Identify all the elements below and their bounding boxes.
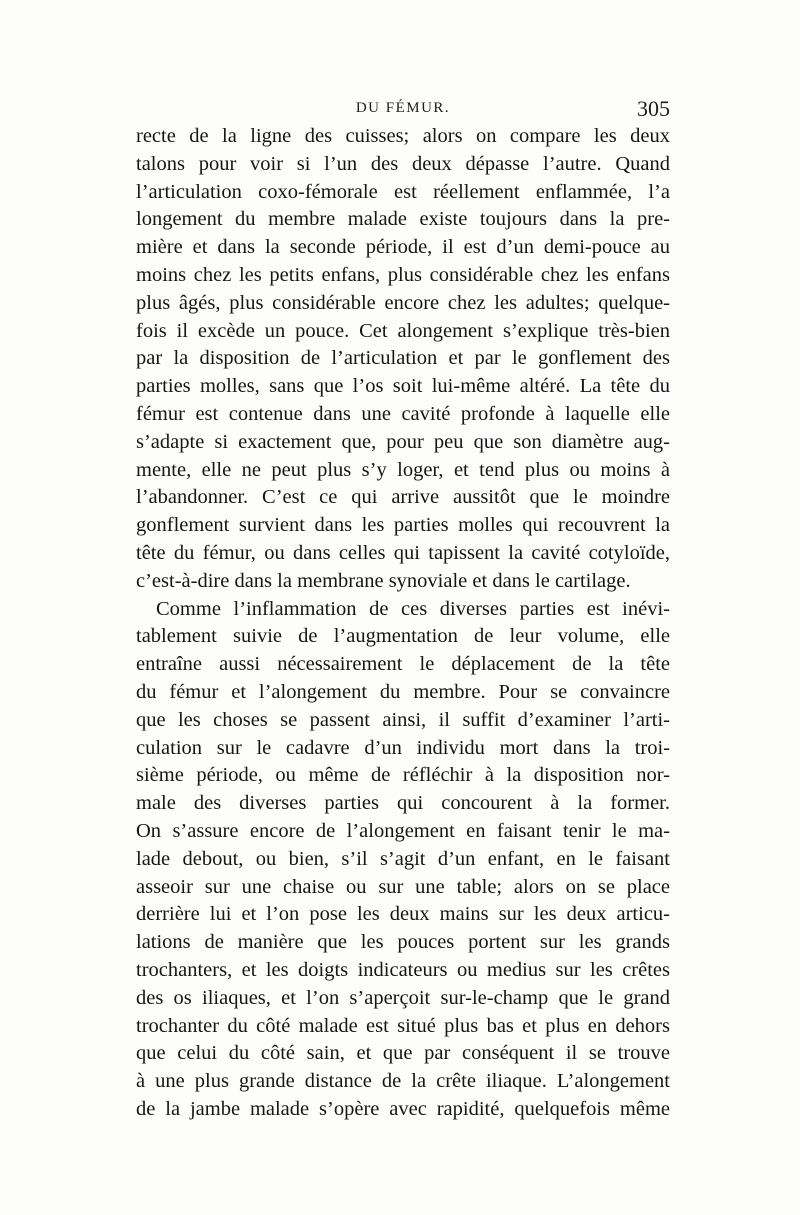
- text-line: entraîne aussi nécessairement le déplacement de la tête: [136, 653, 670, 676]
- text-line: l’abandonner. C’est ce qui arrive aussitôt que le moindre: [136, 486, 670, 509]
- text-line: trochanters, et les doigts indicateurs ou medius sur les crêtes: [136, 958, 670, 981]
- text-line: mente, elle ne peut plus s’y loger, et tend plus ou moins à: [136, 458, 670, 481]
- paragraph-1: [136, 123, 670, 596]
- text-line: lations de manière que les pouces portent sur les grands: [136, 931, 670, 954]
- text-line: du fémur et l’alongement du membre. Pour se convaincre: [136, 680, 670, 703]
- text-line: fémur est contenue dans une cavité profonde à laquelle elle: [136, 402, 670, 425]
- text-line: asseoir sur une chaise ou sur une table; alors on se place: [136, 875, 670, 898]
- text-line: derrière lui et l’on pose les deux mains sur les deux articu-: [136, 903, 670, 926]
- text-line: par la disposition de l’articulation et par le gonflement des: [136, 347, 670, 370]
- text-line: fois il excède un pouce. Cet alongement s’explique très-bien: [136, 319, 670, 342]
- text-line: gonflement survient dans les parties molles qui recouvrent la: [136, 514, 670, 537]
- running-title: DU FÉMUR.: [355, 100, 451, 116]
- text-line: longement du membre malade existe toujours dans la pre-: [136, 208, 670, 231]
- text-line: à une plus grande distance de la crête iliaque. L’alongement: [136, 1070, 670, 1093]
- text-line: talons pour voir si l’un des deux dépasse l’autre. Quand: [136, 152, 670, 175]
- text-line: des os iliaques, et l’on s’aperçoit sur-le-champ que le grand: [136, 986, 670, 1009]
- text-line: trochanter du côté malade est situé plus bas et plus en dehors: [136, 1014, 670, 1037]
- text-line: l’articulation coxo-fémorale est réellement enflammée, l’a: [136, 180, 670, 203]
- page-number: 305: [637, 96, 670, 121]
- text-line: lade debout, ou bien, s’il s’agit d’un enfant, en le faisant: [136, 847, 670, 870]
- text-line: que les choses se passent ainsi, il suffit d’examiner l’arti-: [136, 708, 670, 731]
- text-line: tête du fémur, ou dans celles qui tapissent la cavité cotyloïde,: [136, 541, 670, 564]
- text-line: culation sur le cadavre d’un individu mort dans la troi-: [136, 736, 670, 759]
- text-line: mière et dans la seconde période, il est d’un demi-pouce au: [136, 236, 670, 259]
- body-text: [136, 123, 670, 1124]
- text-line: c’est-à-dire dans la membrane synoviale et dans le cartilage.: [136, 569, 631, 592]
- text-line: Comme l’inflammation de ces diverses parties est inévi-: [156, 597, 670, 620]
- text-line: male des diverses parties qui concourent à la former.: [136, 792, 670, 815]
- text-line: sième période, ou même de réfléchir à la disposition nor-: [136, 764, 670, 787]
- text-line: tablement suivie de l’augmentation de leur volume, elle: [136, 625, 670, 648]
- text-line: On s’assure encore de l’alongement en faisant tenir le ma-: [136, 819, 670, 842]
- text-line: de la jambe malade s’opère avec rapidité, quelquefois même: [136, 1097, 670, 1120]
- text-line: que celui du côté sain, et que par conséquent il se trouve: [136, 1042, 670, 1065]
- text-line: recte de la ligne des cuisses; alors on compare les deux: [136, 125, 670, 147]
- text-line: plus âgés, plus considérable encore chez les adultes; quelque-: [136, 291, 670, 314]
- text-line: moins chez les petits enfans, plus considérable chez les enfans: [136, 263, 670, 286]
- paragraph-2: [136, 596, 670, 1124]
- text-line: s’adapte si exactement que, pour peu que son diamètre aug-: [136, 430, 670, 453]
- running-head: [136, 96, 670, 126]
- text-line: parties molles, sans que l’os soit lui-même altéré. La tête du: [136, 375, 670, 398]
